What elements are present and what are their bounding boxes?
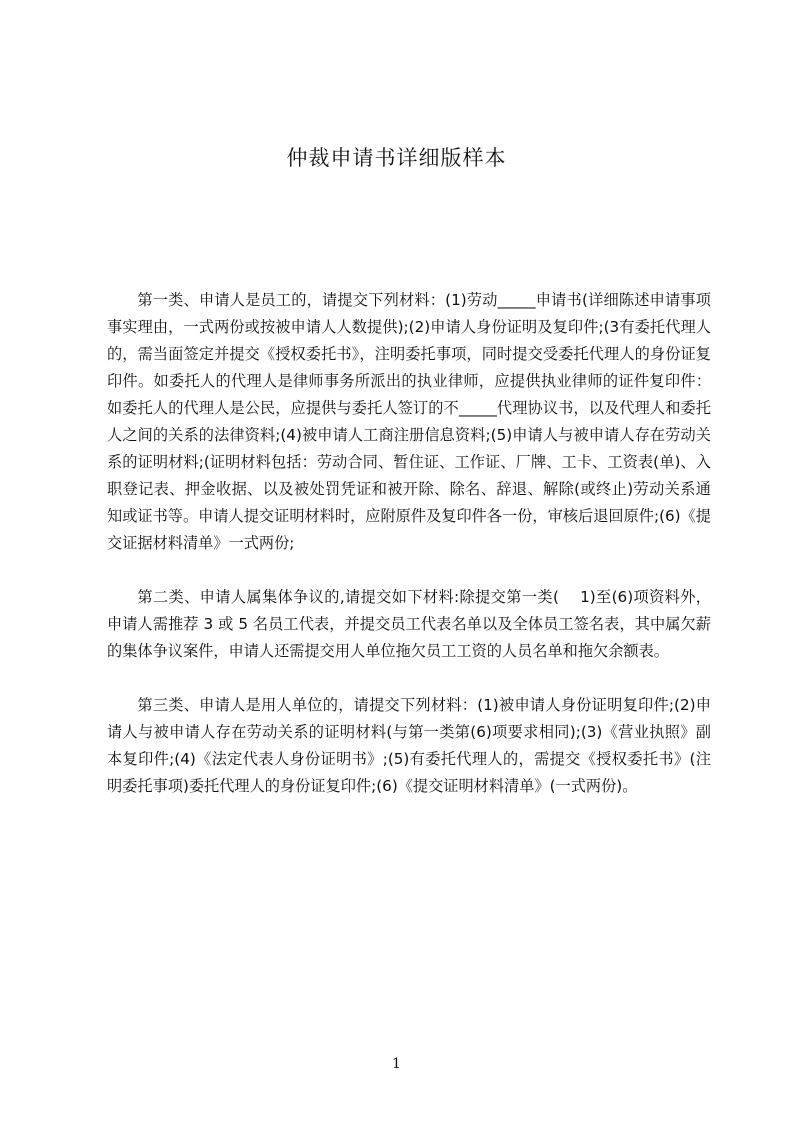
paragraph-employee-materials: 第一类、申请人是员工的，请提交下列材料：(1)劳动_____申请书(详细陈述申请事项事实理由，一式两份或按被申请人人数提供);(2)申请人身份证明及复印件;(3有委托代理人的，需当面签定并提交《授权委托书》，注明委托事项，同时提交受委托代理人的身份证复印件。如委托人的代理人是律师事务所派出的执业律师，应提供执业律师的证件复印件：如委托人的代理人是公民，应提供与委托人签订的不_____代理协议书，以及代理人和委托人之间的关系的法律资料;(4)被申请人工商注册信息资料;(5)申请人与被申请人存在劳动关系的证明材料;(证明材料包括：劳动合同、暂住证、工作证、厂牌、工卡、工资表(单)、入职登记表、押金收据、以及被处罚凭证和被开除、除名、辞退、解除(或终止)劳动关系通知或证书等。申请人提交证明材料时，应附原件及复印件各一份，审核后退回原件;(6)《提交证据材料清单》一式两份; [107, 291, 711, 552]
page-number: 1 [392, 1056, 401, 1072]
document-title: 仲裁申请书详细版样本 [286, 146, 507, 170]
paragraph-collective-dispute: 第二类、申请人属集体争议的,请提交如下材料:除提交第一类( 1)至(6)项资料外，申请人需推荐 3 或 5 名员工代表，并提交员工代表名单以及全体员工签名表，其中属欠薪的集体争议案件，申请人还需提交用人单位拖欠员工工资的人员名单和拖欠余额表。 [107, 588, 711, 660]
document-body [107, 287, 711, 827]
paragraph-employer-materials: 第三类、申请人是用人单位的，请提交下列材料：(1)被申请人身份证明复印件;(2)申请人与被申请人存在劳动关系的证明材料(与第一类第(6)项要求相同);(3)《营业执照》副本复印件;(4)《法定代表人身份证明书》;(5)有委托代理人的，需提交《授权委托书》(注明委托事项)委托代理人的身份证复印件;(6)《提交证明材料清单》(一式两份)。 [107, 696, 711, 795]
